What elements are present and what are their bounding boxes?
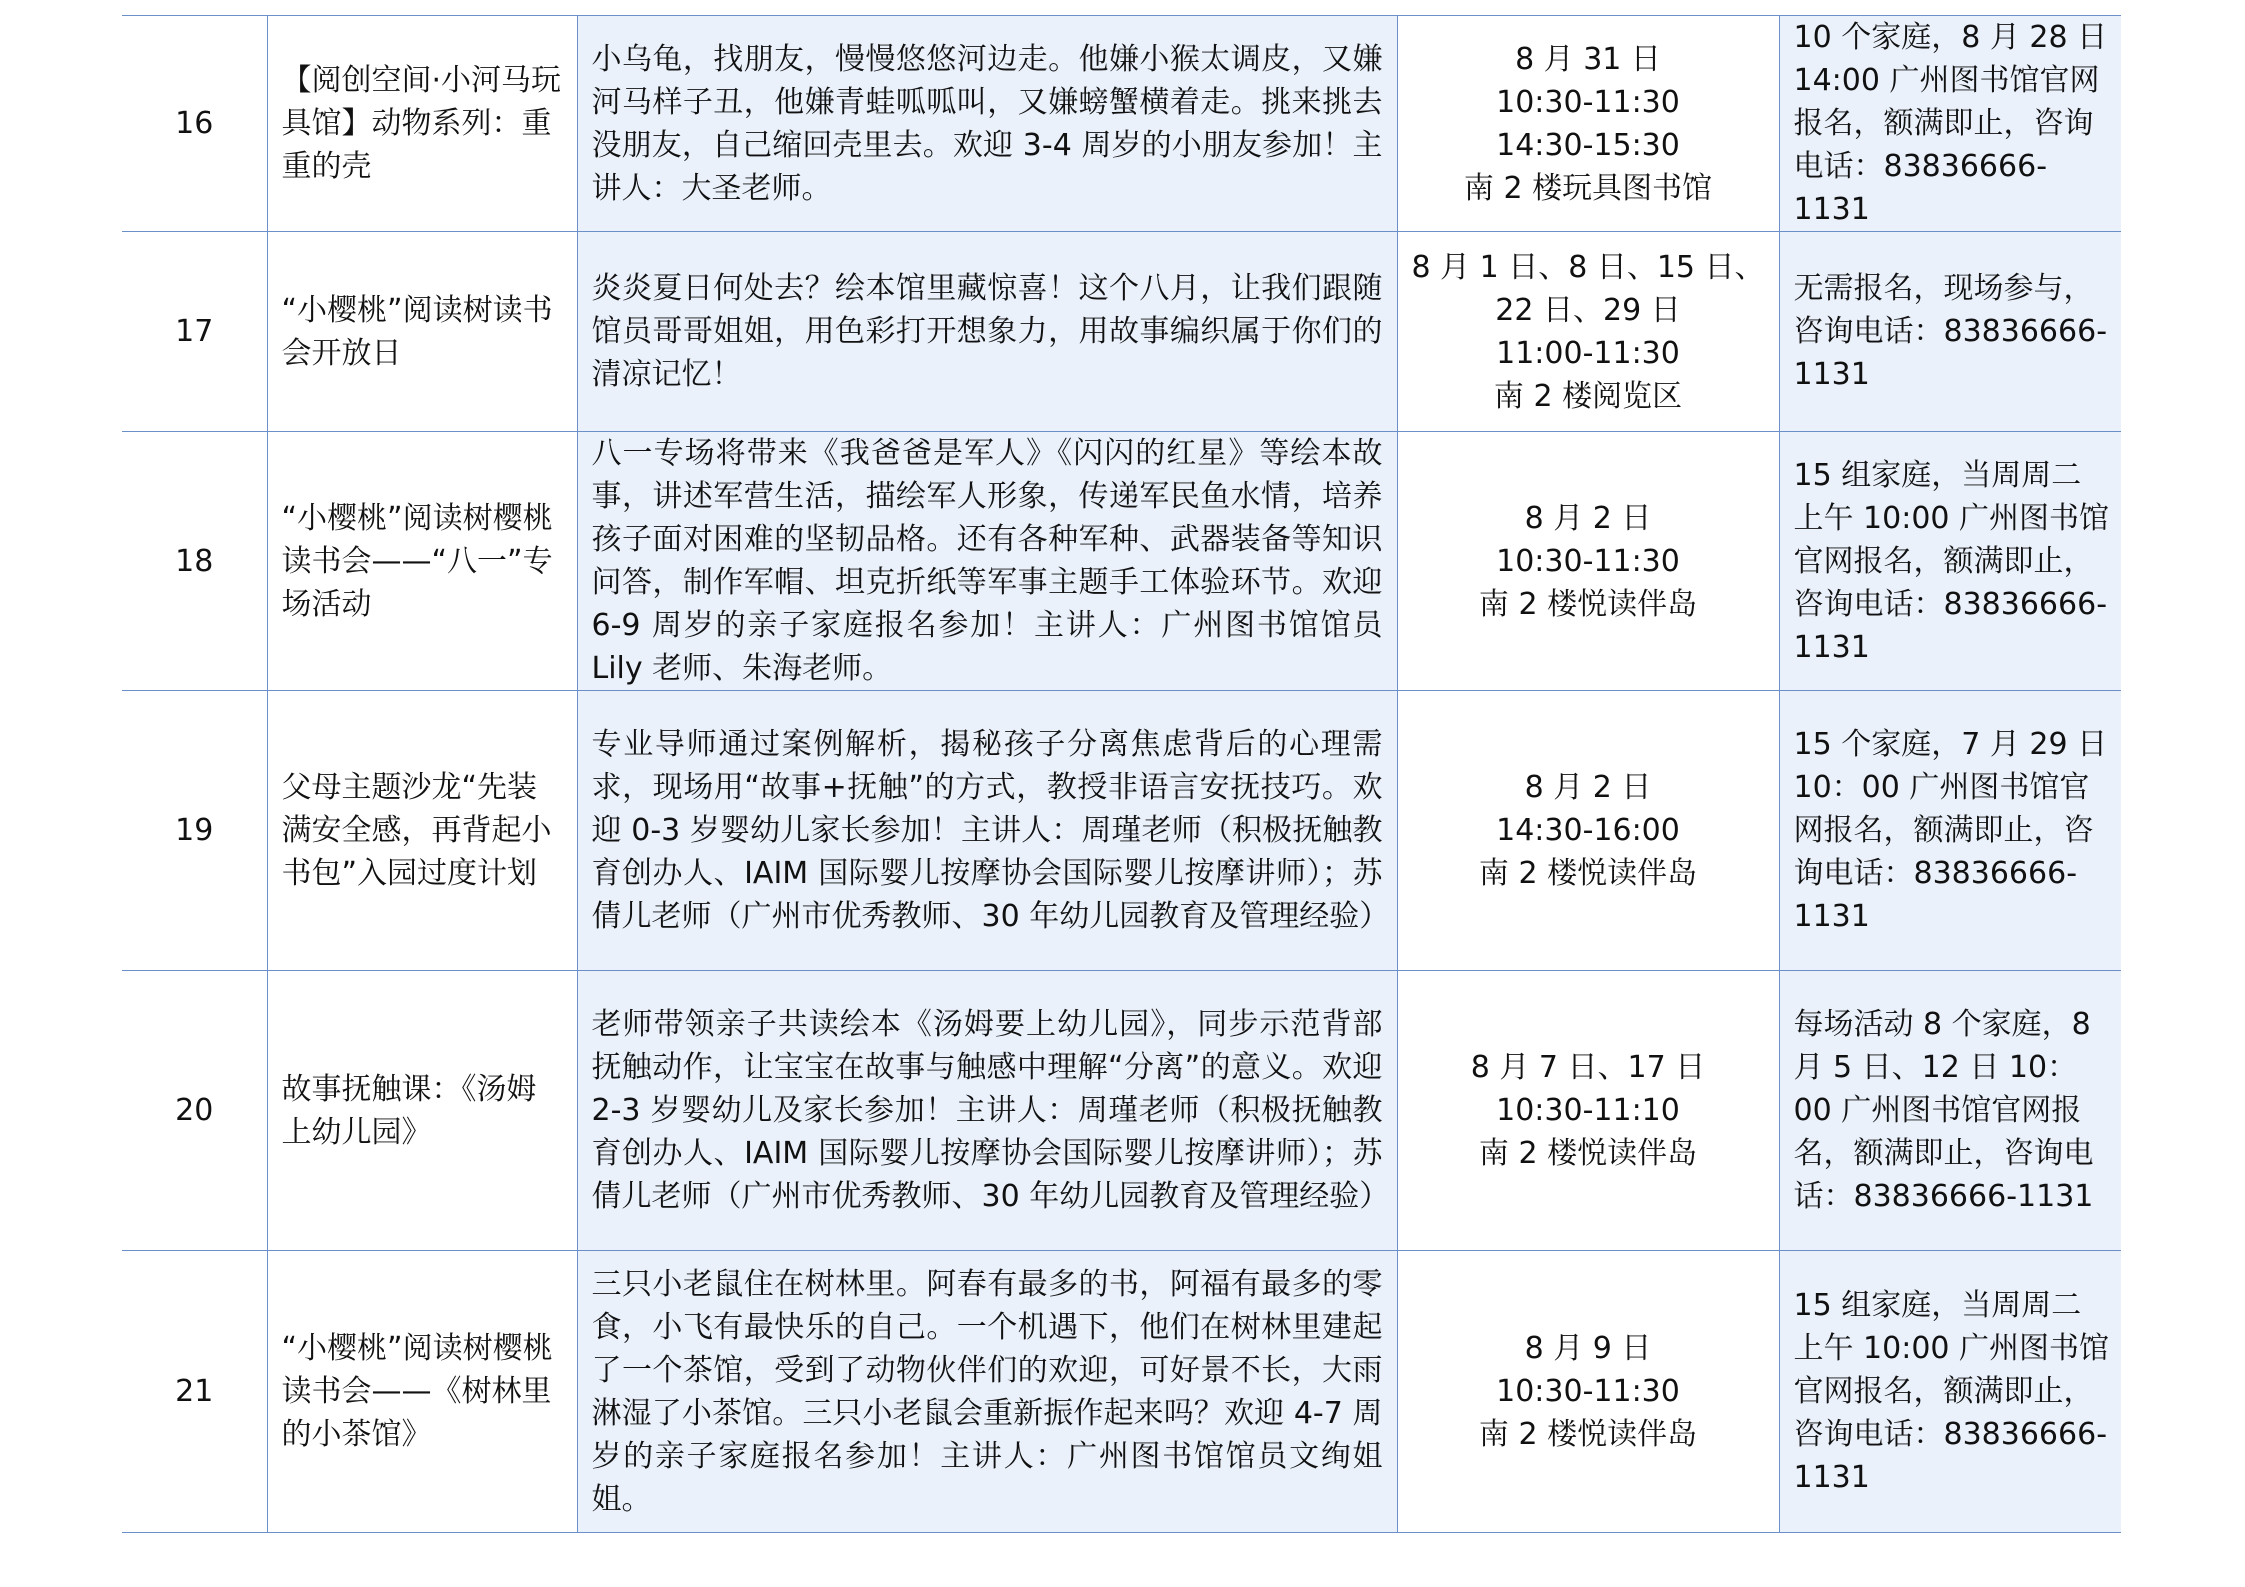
event-signup-info: 无需报名，现场参与，咨询电话：83836666-1131 — [1779, 232, 2121, 432]
table-row — [122, 16, 2121, 232]
event-description: 炎炎夏日何处去？绘本馆里藏惊喜！这个八月，让我们跟随馆员哥哥姐姐，用色彩打开想象力，用故事编织属于你们的清凉记忆！ — [577, 232, 1397, 432]
event-date: 8 月 2 日 — [1524, 500, 1652, 536]
event-time: 11:00-11:30 — [1496, 335, 1680, 371]
event-location: 南 2 楼悦读伴岛 — [1478, 1136, 1698, 1171]
event-time-location — [1397, 232, 1779, 432]
event-title: 故事抚触课：《汤姆上幼儿园》 — [267, 971, 577, 1251]
table-row — [122, 971, 2121, 1251]
table-row — [122, 432, 2121, 691]
event-description: 小乌龟，找朋友，慢慢悠悠河边走。他嫌小猴太调皮，又嫌河马样子丑，他嫌青蛙呱呱叫，又嫌螃蟹横着走。挑来挑去没朋友，自己缩回壳里去。欢迎 3-4 周岁的小朋友参加！主讲人：大圣老师。 — [577, 16, 1397, 232]
event-location: 南 2 楼悦读伴岛 — [1478, 586, 1698, 622]
event-time-location — [1397, 1251, 1779, 1533]
event-time: 14:30-15:30 — [1496, 127, 1680, 163]
row-number: 20 — [122, 971, 267, 1251]
row-number: 17 — [122, 232, 267, 432]
event-date: 8 月 2 日 — [1524, 770, 1652, 805]
event-title: “小樱桃”阅读树读书会开放日 — [267, 232, 577, 432]
event-description: 老师带领亲子共读绘本《汤姆要上幼儿园》，同步示范背部抚触动作，让宝宝在故事与触感中理解“分离”的意义。欢迎 2-3 岁婴幼儿及家长参加！主讲人：周瑾老师（积极抚触教育创办人、IAIM 国际婴儿按摩协会国际婴儿按摩讲师）；苏倩儿老师（广州市优秀教师、30 年幼儿园教育及管理经验） — [577, 971, 1397, 1251]
row-number: 18 — [122, 432, 267, 691]
table-row — [122, 691, 2121, 971]
event-location: 南 2 楼玩具图书馆 — [1463, 170, 1713, 206]
event-time: 10:30-11:10 — [1496, 1093, 1680, 1128]
row-number: 16 — [122, 16, 267, 232]
event-title: 父母主题沙龙“先装满安全感，再背起小书包”入园过度计划 — [267, 691, 577, 971]
event-time-location — [1397, 16, 1779, 232]
event-date: 8 月 31 日 — [1515, 41, 1661, 77]
row-number: 21 — [122, 1251, 267, 1533]
event-signup-info: 10 个家庭，8 月 28 日 14:00 广州图书馆官网报名，额满即止，咨询电话：83836666-1131 — [1779, 16, 2121, 232]
event-description: 专业导师通过案例解析，揭秘孩子分离焦虑背后的心理需求，现场用“故事+抚触”的方式，教授非语言安抚技巧。欢迎 0-3 岁婴幼儿家长参加！主讲人：周瑾老师（积极抚触教育创办人、IAIM 国际婴儿按摩协会国际婴儿按摩讲师）；苏倩儿老师（广州市优秀教师、30 年幼儿园教育及管理经验） — [577, 691, 1397, 971]
event-time: 10:30-11:30 — [1496, 1374, 1680, 1409]
event-location: 南 2 楼阅览区 — [1493, 378, 1683, 414]
event-time-location — [1397, 691, 1779, 971]
event-time-location — [1397, 432, 1779, 691]
event-signup-info: 15 个家庭，7 月 29 日 10：00 广州图书馆官网报名，额满即止，咨询电话：83836666-1131 — [1779, 691, 2121, 971]
row-number: 19 — [122, 691, 267, 971]
table-row — [122, 232, 2121, 432]
events-table — [122, 15, 2121, 1533]
event-signup-info: 15 组家庭，当周周二上午 10:00 广州图书馆官网报名，额满即止，咨询电话：83836666-1131 — [1779, 432, 2121, 691]
event-title: 【阅创空间·小河马玩具馆】动物系列：重重的壳 — [267, 16, 577, 232]
event-title: “小樱桃”阅读树樱桃读书会——“八一”专场活动 — [267, 432, 577, 691]
event-signup-info: 每场活动 8 个家庭，8 月 5 日、12 日 10：00 广州图书馆官网报名，额满即止，咨询电话：83836666-1131 — [1779, 971, 2121, 1251]
event-time: 14:30-16:00 — [1496, 813, 1680, 848]
event-date: 8 月 1 日、8 日、15 日、 — [1411, 249, 1765, 285]
event-description: 八一专场将带来《我爸爸是军人》《闪闪的红星》等绘本故事，讲述军营生活，描绘军人形象，传递军民鱼水情，培养孩子面对困难的坚韧品格。还有各种军种、武器装备等知识问答，制作军帽、坦克折纸等军事主题手工体验环节。欢迎 6-9 周岁的亲子家庭报名参加！主讲人：广州图书馆馆员 Lily 老师、朱海老师。 — [577, 432, 1397, 691]
event-date: 22 日、29 日 — [1495, 292, 1681, 328]
event-date: 8 月 7 日、17 日 — [1470, 1050, 1706, 1085]
table-row — [122, 1251, 2121, 1533]
event-signup-info: 15 组家庭，当周周二上午 10:00 广州图书馆官网报名，额满即止，咨询电话：83836666-1131 — [1779, 1251, 2121, 1533]
event-location: 南 2 楼悦读伴岛 — [1478, 856, 1698, 891]
event-time-location — [1397, 971, 1779, 1251]
event-title: “小樱桃”阅读树樱桃读书会——《树林里的小茶馆》 — [267, 1251, 577, 1533]
event-description: 三只小老鼠住在树林里。阿春有最多的书，阿福有最多的零食，小飞有最快乐的自己。一个机遇下，他们在树林里建起了一个茶馆，受到了动物伙伴们的欢迎，可好景不长，大雨淋湿了小茶馆。三只小老鼠会重新振作起来吗？欢迎 4-7 周岁的亲子家庭报名参加！主讲人：广州图书馆馆员文绚姐姐。 — [577, 1251, 1397, 1533]
event-time: 10:30-11:30 — [1496, 543, 1680, 579]
event-location: 南 2 楼悦读伴岛 — [1478, 1417, 1698, 1452]
event-date: 8 月 9 日 — [1524, 1331, 1652, 1366]
event-time: 10:30-11:30 — [1496, 84, 1680, 120]
